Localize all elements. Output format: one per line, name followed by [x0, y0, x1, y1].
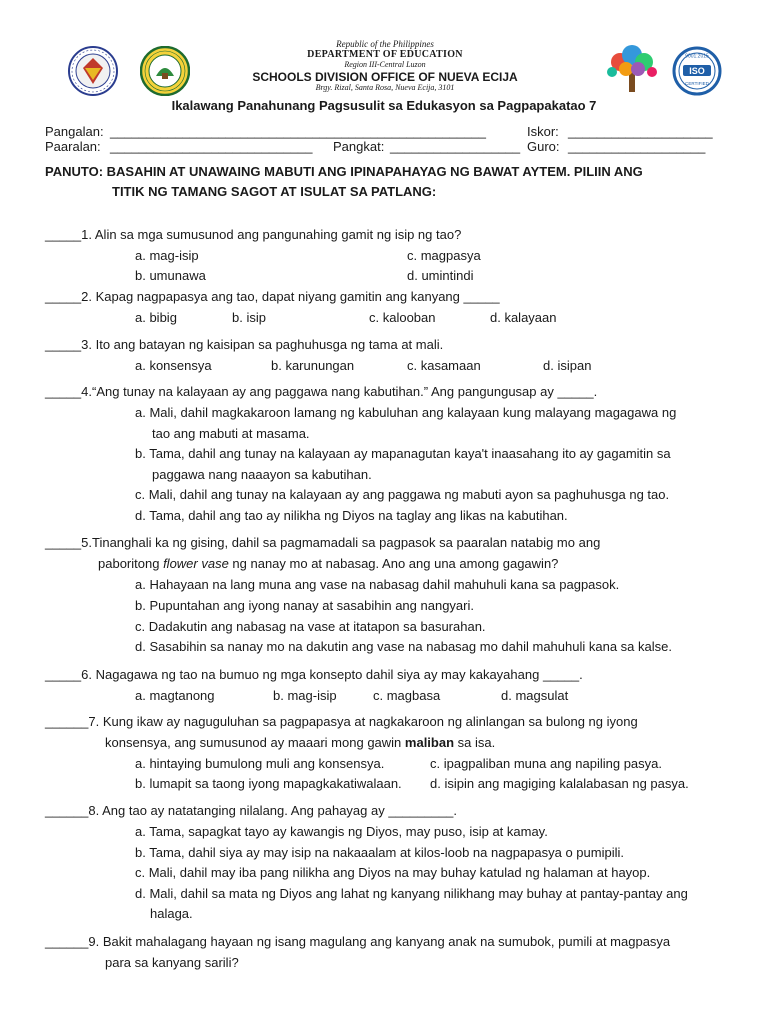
- q6-option-b: b. mag-isip: [273, 688, 337, 703]
- instructions-line-2: TITIK NG TAMANG SAGOT AT ISULAT SA PATLANG:: [112, 184, 437, 199]
- q1-option-b: b. umunawa: [135, 268, 206, 283]
- iso-certified: CERTIFIED: [685, 81, 709, 86]
- q6-option-c: c. magbasa: [373, 688, 441, 703]
- q4-option-d: d. Tama, dahil ang tao ay nilikha ng Diyos na taglay ang likas na kabutihan.: [135, 508, 568, 523]
- q7-option-d: d. isipin ang magiging kalalabasan ng pasya.: [430, 776, 689, 791]
- q4-option-a-cont: tao ang mabuti at masama.: [152, 426, 310, 441]
- question-9: ______9. Bakit mahalagang hayaan ng isang magulang ang kanyang anak na sumubok, pumili at magpasya: [45, 934, 671, 949]
- q3-option-d: d. isipan: [543, 358, 592, 373]
- q5-option-c: c. Dadakutin ang nabasag na vase at itatapon sa basurahan.: [135, 619, 486, 634]
- q8-option-b: b. Tama, dahil siya ay may isip na nakaaalam at kilos-loob na nagpapasya o pumipili.: [135, 845, 624, 860]
- q1-option-d: d. umintindi: [407, 268, 474, 283]
- q5-text-pre: paboritong: [98, 556, 164, 571]
- pangalan-label: Pangalan:: [45, 124, 104, 139]
- question-7-cont: [105, 735, 495, 751]
- q5-option-d: d. Sasabihin sa nanay mo na dakutin ang vase na nabasag mo dahil mahuhuli kana sa kalse.: [135, 639, 672, 654]
- iso-code: 9001:2015: [685, 53, 709, 60]
- question-5-cont: [98, 556, 558, 572]
- pangkat-field[interactable]: __________________: [390, 139, 521, 154]
- guro-label: Guro:: [527, 139, 560, 154]
- q2-option-c: c. kalooban: [369, 310, 436, 325]
- iso-label: ISO: [689, 66, 705, 76]
- instructions-line-1: PANUTO: BASAHIN AT UNAWAING MABUTI ANG IPINAPAHAYAG NG BAWAT AYTEM. PILIIN ANG: [45, 164, 643, 179]
- q7-option-c: c. ipagpaliban muna ang napiling pasya.: [430, 756, 663, 771]
- q3-option-c: c. kasamaan: [407, 358, 481, 373]
- q7-text-bold: maliban: [404, 735, 455, 750]
- q1-option-a: a. mag-isip: [135, 248, 199, 263]
- question-1: _____1. Alin sa mga sumusunod ang pangunahing gamit ng isip ng tao?: [45, 227, 462, 242]
- q1-option-c: c. magpasya: [407, 248, 481, 263]
- region-line: Region III-Central Luzon: [344, 60, 426, 69]
- paaralan-field[interactable]: ____________________________: [110, 139, 313, 154]
- question-5: _____5.Tinanghali ka ng gising, dahil sa pagmamadali sa pagpasok sa paaralan natabig mo ang: [45, 535, 601, 550]
- q3-option-b: b. karunungan: [271, 358, 355, 373]
- pangkat-label: Pangkat:: [333, 139, 385, 154]
- question-3: _____3. Ito ang batayan ng kaisipan sa paghuhusga ng tama at mali.: [45, 337, 444, 352]
- q4-option-b: b. Tama, dahil ang tunay na kalayaan ay mapanagutan kaya't inaasahang ito ay gagamitin sa: [135, 446, 671, 461]
- q5-option-b: b. Pupuntahan ang iyong nanay at sasabihin ang nangyari.: [135, 598, 474, 613]
- division-seal-icon: [140, 46, 190, 96]
- question-2: _____2. Kapag nagpapasya ang tao, dapat niyang gamitin ang kanyang _____: [45, 289, 500, 304]
- q5-text-emphasis: flower vase: [163, 556, 229, 571]
- q8-option-a: a. Tama, sapagkat tayo ay kawangis ng Diyos, may puso, isip at kamay.: [135, 824, 548, 839]
- question-4: _____4.“Ang tunay na kalayaan ay ang paggawa nang kabutihan.” Ang pangungusap ay _____.: [45, 384, 598, 399]
- q3-option-a: a. konsensya: [135, 358, 212, 373]
- q4-option-b-cont: paggawa nang naaayon sa kabutihan.: [152, 467, 372, 482]
- question-6: _____6. Nagagawa ng tao na bumuo ng mga konsepto dahil siya ay may kakayahang _____.: [45, 667, 583, 682]
- q5-option-a: a. Hahayaan na lang muna ang vase na nabasag dahil mahuhuli kana sa pagpasok.: [135, 577, 620, 592]
- iskor-label: Iskor:: [527, 124, 559, 139]
- iskor-field[interactable]: ____________________: [568, 124, 713, 139]
- letterhead-text: [190, 40, 580, 92]
- q2-option-d: d. kalayaan: [490, 310, 557, 325]
- q6-option-d: d. magsulat: [501, 688, 569, 703]
- republic-line: Republic of the Philippines: [336, 39, 434, 49]
- q4-option-a: a. Mali, dahil magkakaroon lamang ng kabuluhan ang kalayaan kung malayang magagawa ng: [135, 405, 677, 420]
- q2-option-b: b. isip: [232, 310, 266, 325]
- q2-option-a: a. bibig: [135, 310, 177, 325]
- q7-option-b: b. lumapit sa taong iyong mapagkakatiwalaan.: [135, 776, 402, 791]
- q7-text-post: sa isa.: [454, 735, 496, 750]
- question-9-cont: para sa kanyang sarili?: [105, 955, 239, 970]
- q7-option-a: a. hintaying bumulong muli ang konsensya.: [135, 756, 385, 771]
- guro-field[interactable]: ___________________: [568, 139, 706, 154]
- exam-title: Ikalawang Panahunang Pagsusulit sa Edukasyon sa Pagpapakatao 7: [171, 98, 597, 113]
- q7-text-pre: konsensya, ang sumusunod ay maaari mong gawin: [105, 735, 405, 750]
- question-8: ______8. Ang tao ay natatanging nilalang. Ang pahayag ay _________.: [45, 803, 458, 818]
- q6-option-a: a. magtanong: [135, 688, 215, 703]
- q8-option-d-cont: halaga.: [150, 906, 193, 921]
- address-line: Brgy. Rizal, Santa Rosa, Nueva Ecija, 3101: [315, 83, 455, 92]
- q8-option-c: c. Mali, dahil may iba pang nilikha ang Diyos na may buhay katulad ng halaman at hayop.: [135, 865, 651, 880]
- q4-option-c: c. Mali, dahil ang tunay na kalayaan ay ang paggawa ng mabuti ayon sa paghuhusga ng tao.: [135, 487, 670, 502]
- department-line: DEPARTMENT OF EDUCATION: [307, 49, 463, 60]
- question-7: ______7. Kung ikaw ay naguguluhan sa pagpapasya at nagkakaroon ng alinlangan sa bulong ng iyong: [45, 714, 638, 729]
- paaralan-label: Paaralan:: [45, 139, 101, 154]
- tree-logo-icon: [600, 42, 664, 98]
- q5-text-post: ng nanay mo at nabasag. Ano ang una among gagawin?: [228, 556, 559, 571]
- division-line: SCHOOLS DIVISION OFFICE OF NUEVA ECIJA: [252, 70, 518, 84]
- deped-seal-icon: [68, 46, 118, 96]
- letterhead: [40, 40, 730, 98]
- iso-badge-icon: [672, 46, 722, 96]
- pangalan-field[interactable]: ____________________________________________________: [110, 124, 486, 139]
- q8-option-d: d. Mali, dahil sa mata ng Diyos ang lahat ng kanyang nilikhang may buhay at pantay-pantay ang: [135, 886, 688, 901]
